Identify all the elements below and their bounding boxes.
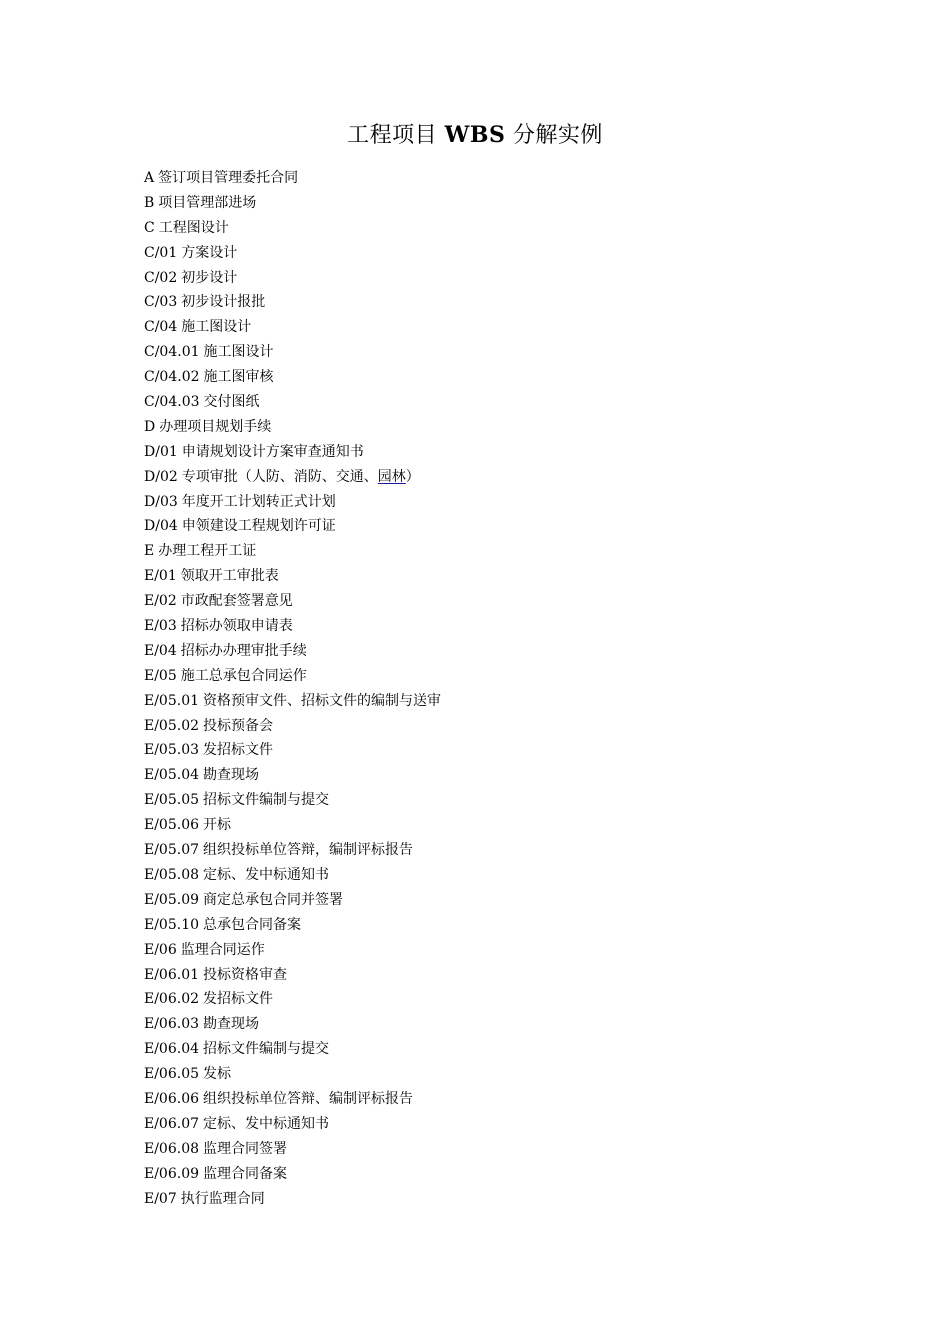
wbs-text: 发招标文件 xyxy=(203,742,274,759)
wbs-code: E/06.08 xyxy=(144,1140,200,1157)
wbs-item xyxy=(144,987,844,1012)
wbs-code: E/02 xyxy=(144,593,177,610)
wbs-code: E/06.01 xyxy=(144,966,200,983)
wbs-item xyxy=(144,166,844,191)
wbs-text: 办理工程开工证 xyxy=(158,543,257,560)
document-title xyxy=(0,119,950,152)
wbs-code: C/04 xyxy=(144,319,178,336)
wbs-item xyxy=(144,963,844,988)
wbs-code: C/02 xyxy=(144,269,178,286)
wbs-text: 执行监理合同 xyxy=(180,1190,265,1207)
wbs-text: 定标、发中标通知书 xyxy=(203,866,330,883)
wbs-text: 申请规划设计方案审查通知书 xyxy=(181,443,364,460)
wbs-text: 工程图设计 xyxy=(158,219,229,236)
wbs-item xyxy=(144,938,844,963)
wbs-item xyxy=(144,813,844,838)
wbs-text: 资格预审文件、招标文件的编制与送审 xyxy=(203,692,442,709)
wbs-code: D/02 xyxy=(144,468,178,485)
wbs-code: E/05.06 xyxy=(144,817,200,834)
wbs-code: C xyxy=(144,219,155,236)
wbs-code: C/01 xyxy=(144,244,178,261)
wbs-text: 项目管理部进场 xyxy=(158,194,257,211)
wbs-item xyxy=(144,191,844,216)
wbs-text: 总承包合同备案 xyxy=(203,916,302,933)
wbs-text: 招标文件编制与提交 xyxy=(203,792,330,809)
title-suffix: 分解实例 xyxy=(512,123,603,148)
wbs-item xyxy=(144,614,844,639)
wbs-text: 组织投标单位答辩，编制评标报告 xyxy=(203,842,414,859)
wbs-item xyxy=(144,689,844,714)
wbs-text: 监理合同签署 xyxy=(203,1140,288,1157)
wbs-text: 施工图设计 xyxy=(181,319,252,336)
wbs-item xyxy=(144,664,844,689)
wbs-code: D/04 xyxy=(144,518,178,535)
title-prefix: 工程项目 xyxy=(347,123,438,148)
wbs-text: 施工图审核 xyxy=(203,369,274,386)
wbs-text: 发招标文件 xyxy=(203,991,274,1008)
wbs-item xyxy=(144,1162,844,1187)
wbs-item xyxy=(144,788,844,813)
wbs-text: 专项审批（人防、消防、交通、 xyxy=(181,468,378,485)
wbs-item xyxy=(144,490,844,515)
wbs-code: E/05.09 xyxy=(144,891,200,908)
wbs-item xyxy=(144,539,844,564)
wbs-item xyxy=(144,415,844,440)
wbs-code: B xyxy=(144,194,155,211)
wbs-code: E/06.03 xyxy=(144,1016,200,1033)
wbs-code: D/01 xyxy=(144,443,178,460)
wbs-code: E/05.03 xyxy=(144,742,200,759)
wbs-item xyxy=(144,714,844,739)
wbs-code: E/05.01 xyxy=(144,692,200,709)
wbs-code: E/05 xyxy=(144,667,177,684)
wbs-code: E/06 xyxy=(144,941,177,958)
wbs-code: C/04.03 xyxy=(144,394,200,411)
wbs-item xyxy=(144,1137,844,1162)
wbs-item xyxy=(144,1087,844,1112)
wbs-code: E/05.08 xyxy=(144,866,200,883)
wbs-code: E/06.05 xyxy=(144,1066,200,1083)
wbs-text: 商定总承包合同并签署 xyxy=(203,891,344,908)
wbs-item xyxy=(144,390,844,415)
wbs-code: E/06.02 xyxy=(144,991,200,1008)
wbs-item xyxy=(144,1112,844,1137)
wbs-code: D/03 xyxy=(144,493,178,510)
wbs-code: A xyxy=(144,170,155,186)
wbs-code: E/01 xyxy=(144,568,177,585)
wbs-code: E/06.09 xyxy=(144,1165,200,1182)
wbs-text: 勘查现场 xyxy=(203,767,260,784)
wbs-text: 监理合同运作 xyxy=(180,941,265,958)
wbs-item xyxy=(144,266,844,291)
wbs-text: 发标 xyxy=(203,1066,232,1083)
wbs-text: 签订项目管理委托合同 xyxy=(158,170,299,186)
wbs-item xyxy=(144,1037,844,1062)
wbs-item xyxy=(144,1062,844,1087)
wbs-item xyxy=(144,838,844,863)
wbs-item xyxy=(144,315,844,340)
wbs-text: 领取开工审批表 xyxy=(180,568,279,585)
wbs-item xyxy=(144,888,844,913)
wbs-code: E/03 xyxy=(144,618,177,635)
wbs-item xyxy=(144,589,844,614)
wbs-item xyxy=(144,216,844,241)
wbs-text: 办理项目规划手续 xyxy=(159,418,272,435)
wbs-item xyxy=(144,1187,844,1212)
wbs-code: E/05.04 xyxy=(144,767,200,784)
wbs-link[interactable]: 园林 xyxy=(377,468,406,485)
wbs-list xyxy=(144,166,844,1211)
wbs-item xyxy=(144,340,844,365)
wbs-text: 勘查现场 xyxy=(203,1016,260,1033)
wbs-item xyxy=(144,913,844,938)
wbs-code: E/07 xyxy=(144,1190,177,1207)
wbs-item xyxy=(144,440,844,465)
wbs-text: 招标办办理审批手续 xyxy=(180,642,307,659)
wbs-text: 定标、发中标通知书 xyxy=(203,1115,330,1132)
wbs-code: E/04 xyxy=(144,642,177,659)
wbs-text: 监理合同备案 xyxy=(203,1165,288,1182)
wbs-text: 交付图纸 xyxy=(203,394,260,411)
wbs-item xyxy=(144,514,844,539)
wbs-code: C/04.01 xyxy=(144,344,200,361)
wbs-code: C/03 xyxy=(144,294,178,311)
wbs-item xyxy=(144,365,844,390)
wbs-code: E/06.04 xyxy=(144,1041,200,1058)
wbs-item xyxy=(144,763,844,788)
wbs-text: 年度开工计划转正式计划 xyxy=(181,493,336,510)
wbs-code: E/05.02 xyxy=(144,717,200,734)
wbs-code: E/05.05 xyxy=(144,792,200,809)
wbs-item xyxy=(144,290,844,315)
wbs-text: 施工图设计 xyxy=(203,344,274,361)
wbs-code: E/06.07 xyxy=(144,1115,200,1132)
wbs-text: 初步设计 xyxy=(181,269,238,286)
wbs-text: 开标 xyxy=(203,817,232,834)
wbs-text: 施工总承包合同运作 xyxy=(180,667,307,684)
wbs-text: 初步设计报批 xyxy=(181,294,266,311)
wbs-text: 投标资格审查 xyxy=(203,966,288,983)
wbs-text: 招标文件编制与提交 xyxy=(203,1041,330,1058)
wbs-text: 市政配套签署意见 xyxy=(180,593,293,610)
wbs-item xyxy=(144,241,844,266)
wbs-code: E xyxy=(144,543,155,560)
wbs-text: 组织投标单位答辩、编制评标报告 xyxy=(203,1090,414,1107)
wbs-item xyxy=(144,738,844,763)
wbs-item xyxy=(144,639,844,664)
wbs-code: D xyxy=(144,418,156,435)
title-bold: WBS xyxy=(444,122,506,148)
wbs-item xyxy=(144,465,844,490)
wbs-text: 投标预备会 xyxy=(203,717,274,734)
wbs-item xyxy=(144,1012,844,1037)
wbs-text: 招标办领取申请表 xyxy=(180,618,293,635)
wbs-item xyxy=(144,863,844,888)
wbs-code: E/05.10 xyxy=(144,916,200,933)
wbs-code: E/05.07 xyxy=(144,842,200,859)
wbs-code: E/06.06 xyxy=(144,1090,200,1107)
wbs-text: 申领建设工程规划许可证 xyxy=(181,518,336,535)
wbs-item xyxy=(144,564,844,589)
wbs-code: C/04.02 xyxy=(144,369,200,386)
wbs-text: 方案设计 xyxy=(181,244,238,261)
wbs-text-tail: ） xyxy=(405,468,420,485)
